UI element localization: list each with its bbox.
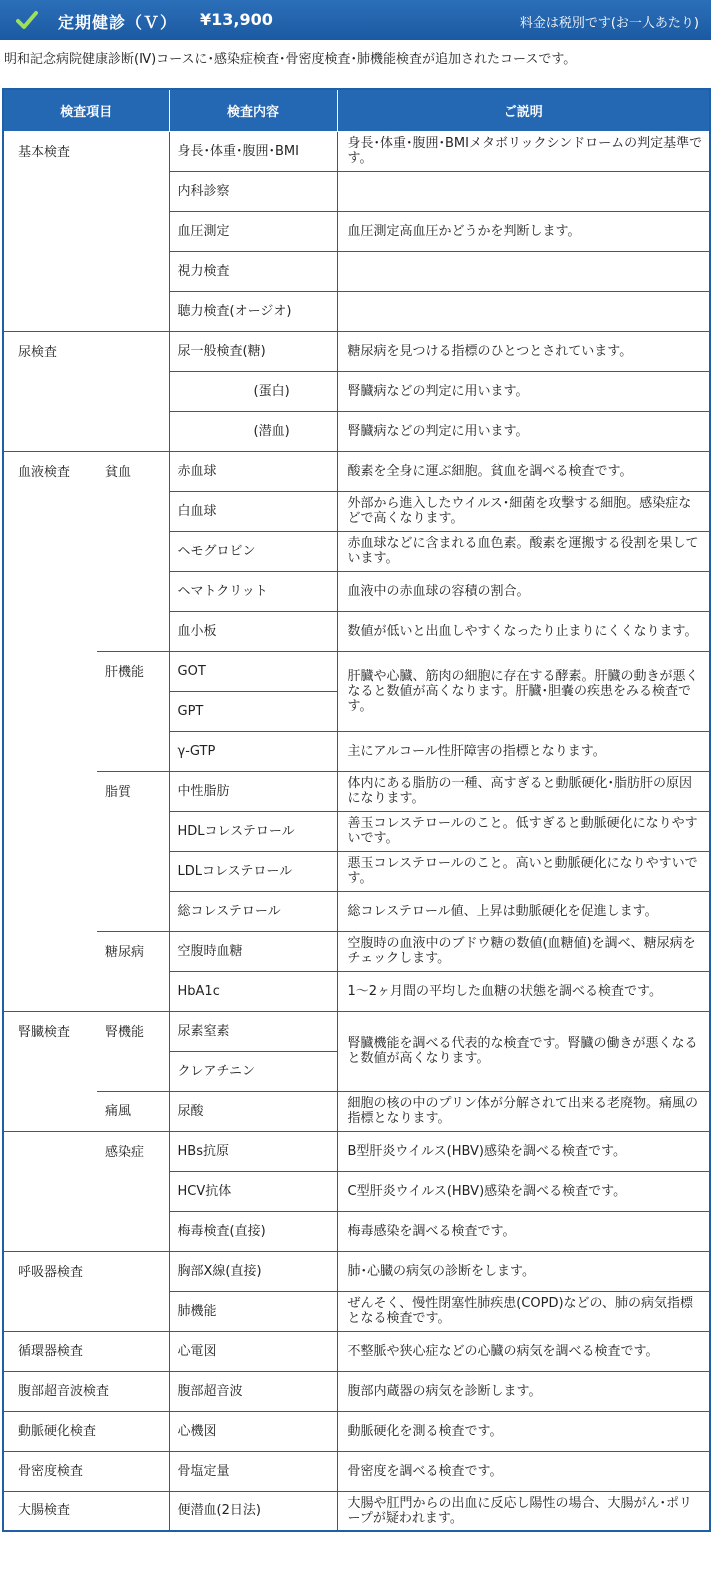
table-row <box>3 931 710 971</box>
item-cell: 血小板 <box>169 611 337 651</box>
item-cell: γ-GTP <box>169 731 337 771</box>
description-cell: 身長･体重･腹囲･BMIメタボリックシンドロームの判定基準です。 <box>337 131 710 171</box>
description-cell: 赤血球などに含まれる血色素。酸素を運搬する役割を果しています。 <box>337 531 710 571</box>
description-cell: 空腹時の血液中のブドウ糖の数値(血糖値)を調べ、糖尿病をチェックします。 <box>337 931 710 971</box>
item-cell: 白血球 <box>169 491 337 531</box>
item-cell: GPT <box>169 691 337 731</box>
category-cell: 腹部超音波検査 <box>3 1371 169 1411</box>
table-row <box>3 1011 710 1051</box>
item-cell: HBs抗原 <box>169 1131 337 1171</box>
table-row <box>3 1251 710 1291</box>
table-row <box>3 131 710 171</box>
item-cell: 尿一般検査(糖) <box>169 331 337 371</box>
category-cell: 骨密度検査 <box>3 1451 169 1491</box>
price-note: 料金は税別です(お一人あたり) <box>519 16 699 31</box>
item-cell: 内科診察 <box>169 171 337 211</box>
subcategory-cell: 糖尿病 <box>97 931 169 1011</box>
item-cell: 心電図 <box>169 1331 337 1371</box>
table-row <box>3 1091 710 1131</box>
column-header-content: 検査内容 <box>169 89 337 131</box>
description-cell: 動脈硬化を測る検査です。 <box>337 1411 710 1451</box>
item-cell: (潜血) <box>169 411 337 451</box>
description-cell: 血液中の赤血球の容積の割合。 <box>337 571 710 611</box>
item-cell: 赤血球 <box>169 451 337 491</box>
category-cell: 血液検査 <box>3 451 97 1011</box>
item-cell: 骨塩定量 <box>169 1451 337 1491</box>
item-cell: 梅毒検査(直接) <box>169 1211 337 1251</box>
item-cell: 肺機能 <box>169 1291 337 1331</box>
item-cell: 空腹時血糖 <box>169 931 337 971</box>
table-row <box>3 771 710 811</box>
item-cell: 視力検査 <box>169 251 337 291</box>
description-cell: 大腸や肛門からの出血に反応し陽性の場合、大腸がん･ポリープが疑われます。 <box>337 1491 710 1531</box>
column-header-item: 検査項目 <box>3 89 169 131</box>
checkmark-icon <box>16 10 38 30</box>
description-cell <box>337 291 710 331</box>
item-cell: 胸部X線(直接) <box>169 1251 337 1291</box>
description-cell <box>337 251 710 291</box>
item-cell: HCV抗体 <box>169 1171 337 1211</box>
category-cell: 尿検査 <box>3 331 169 451</box>
item-cell: GOT <box>169 651 337 691</box>
item-cell: 尿酸 <box>169 1091 337 1131</box>
subcategory-cell: 腎機能 <box>97 1011 169 1091</box>
exam-table <box>2 88 711 1532</box>
description-cell: 体内にある脂肪の一種、高すぎると動脈硬化･脂肪肝の原因になります。 <box>337 771 710 811</box>
table-row <box>3 1451 710 1491</box>
item-cell: 便潜血(2日法) <box>169 1491 337 1531</box>
description-cell: 不整脈や狭心症などの心臓の病気を調べる検査です。 <box>337 1331 710 1371</box>
course-header <box>0 0 711 40</box>
item-cell: ヘマトクリット <box>169 571 337 611</box>
description-cell: 梅毒感染を調べる検査です。 <box>337 1211 710 1251</box>
description-cell: 腎臓病などの判定に用います。 <box>337 371 710 411</box>
description-cell: 糖尿病を見つける指標のひとつとされています。 <box>337 331 710 371</box>
category-cell: 循環器検査 <box>3 1331 97 1371</box>
description-cell: 総コレステロール値、上昇は動脈硬化を促進します。 <box>337 891 710 931</box>
category-cell: 腎臓検査 <box>3 1011 97 1131</box>
category-cell: 呼吸器検査 <box>3 1251 97 1331</box>
course-title: 定期健診（Ｖ） <box>58 13 178 32</box>
item-cell: 聴力検査(オージオ) <box>169 291 337 331</box>
subcategory-cell: 肝機能 <box>97 651 169 771</box>
column-header-description: ご説明 <box>337 89 710 131</box>
subcategory-cell: 感染症 <box>97 1131 169 1251</box>
subcategory-cell: 脂質 <box>97 771 169 931</box>
subcategory-cell: 貧血 <box>97 451 169 651</box>
table-row <box>3 1371 710 1411</box>
item-cell: 心機図 <box>169 1411 337 1451</box>
item-cell: (蛋白) <box>169 371 337 411</box>
description-cell: 腎臓機能を調べる代表的な検査です。腎臓の働きが悪くなると数値が高くなります。 <box>337 1011 710 1091</box>
description-cell: 腹部内蔵器の病気を診断します。 <box>337 1371 710 1411</box>
item-cell: HDLコレステロール <box>169 811 337 851</box>
table-row <box>3 651 710 691</box>
course-price: ¥13,900 <box>200 10 273 29</box>
item-cell: 腹部超音波 <box>169 1371 337 1411</box>
item-cell: 中性脂肪 <box>169 771 337 811</box>
subcategory-cell-empty <box>97 1251 169 1331</box>
description-cell: 酸素を全身に運ぶ細胞。貧血を調べる検査です。 <box>337 451 710 491</box>
description-cell: 細胞の核の中のプリン体が分解されて出来る老廃物。痛風の指標となります。 <box>337 1091 710 1131</box>
category-cell: 基本検査 <box>3 131 169 331</box>
table-row <box>3 1331 710 1371</box>
table-row <box>3 1491 710 1531</box>
description-cell: 外部から進入したウイルス･細菌を攻撃する細胞。感染症などで高くなります。 <box>337 491 710 531</box>
description-cell: 数値が低いと出血しやすくなったり止まりにくくなります。 <box>337 611 710 651</box>
description-cell: 善玉コレステロールのこと。低すぎると動脈硬化になりやすいです。 <box>337 811 710 851</box>
description-cell: ぜんそく、慢性閉塞性肺疾患(COPD)などの、肺の病気指標となる検査です。 <box>337 1291 710 1331</box>
description-cell: C型肝炎ウイルス(HBV)感染を調べる検査です。 <box>337 1171 710 1211</box>
table-header-row <box>3 89 710 131</box>
item-cell: 血圧測定 <box>169 211 337 251</box>
description-cell: 腎臓病などの判定に用います。 <box>337 411 710 451</box>
category-cell: 大腸検査 <box>3 1491 169 1531</box>
table-row <box>3 1131 710 1171</box>
table-row <box>3 331 710 371</box>
subcategory-cell-empty <box>97 1331 169 1371</box>
description-cell: 肝臓や心臓、筋肉の細胞に存在する酵素。肝臓の動きが悪くなると数値が高くなります。肝臓･胆嚢の疾患をみる検査です。 <box>337 651 710 731</box>
category-cell-empty <box>3 1131 97 1251</box>
item-cell: クレアチニン <box>169 1051 337 1091</box>
category-cell: 動脈硬化検査 <box>3 1411 169 1451</box>
table-row <box>3 1411 710 1451</box>
description-cell <box>337 171 710 211</box>
description-cell: 1～2ヶ月間の平均した血糖の状態を調べる検査です。 <box>337 971 710 1011</box>
description-cell: 肺･心臓の病気の診断をします。 <box>337 1251 710 1291</box>
description-cell: B型肝炎ウイルス(HBV)感染を調べる検査です。 <box>337 1131 710 1171</box>
description-cell: 主にアルコール性肝障害の指標となります。 <box>337 731 710 771</box>
description-cell: 血圧測定高血圧かどうかを判断します。 <box>337 211 710 251</box>
item-cell: ヘモグロビン <box>169 531 337 571</box>
course-intro: 明和記念病院健康診断(Ⅳ)コースに･感染症検査･骨密度検査･肺機能検査が追加されたコースです。 <box>4 52 577 67</box>
item-cell: HbA1c <box>169 971 337 1011</box>
table-row <box>3 451 710 491</box>
item-cell: 尿素窒素 <box>169 1011 337 1051</box>
item-cell: 身長･体重･腹囲･BMI <box>169 131 337 171</box>
item-cell: LDLコレステロール <box>169 851 337 891</box>
description-cell: 悪玉コレステロールのこと。高いと動脈硬化になりやすいです。 <box>337 851 710 891</box>
subcategory-cell: 痛風 <box>97 1091 169 1131</box>
description-cell: 骨密度を調べる検査です。 <box>337 1451 710 1491</box>
item-cell: 総コレステロール <box>169 891 337 931</box>
